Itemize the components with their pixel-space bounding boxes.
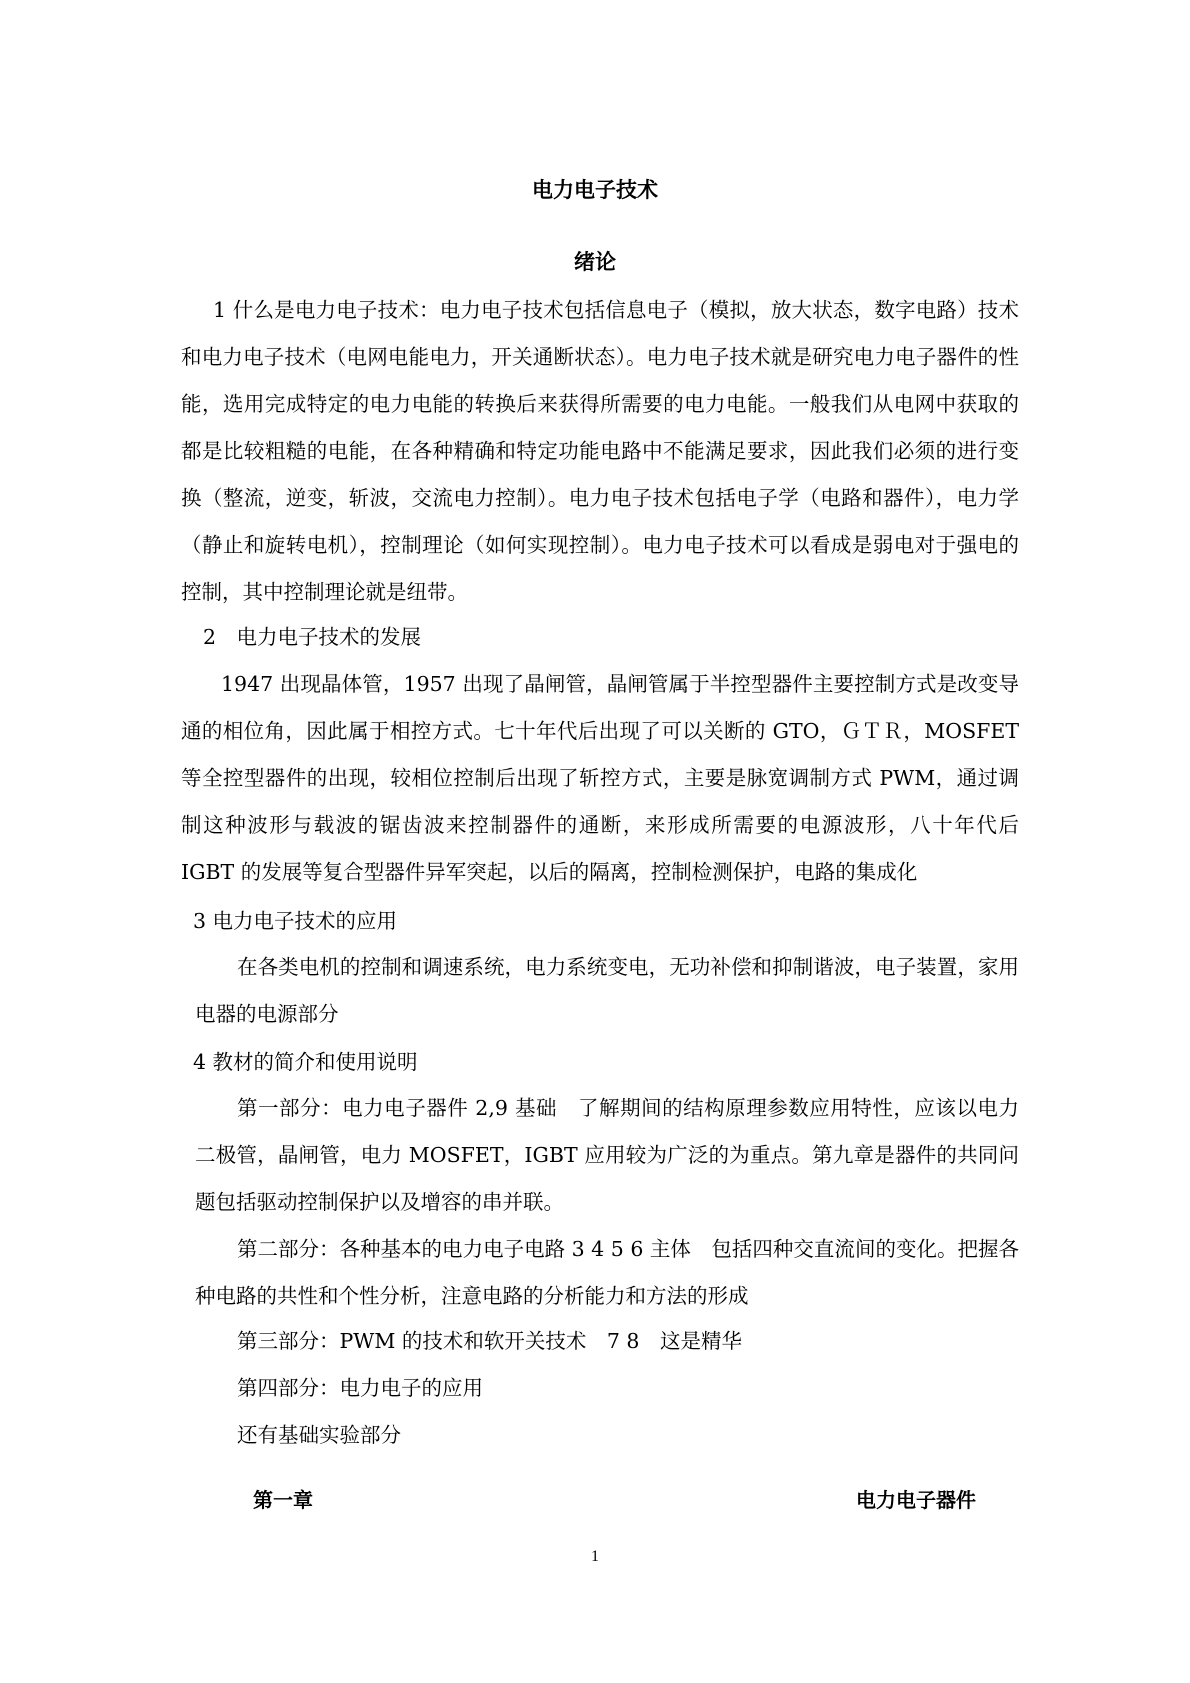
page-number: 1 [591, 1548, 599, 1565]
document-title: 电力电子技术 [532, 178, 658, 202]
paragraph-intro: 1 什么是电力电子技术：电力电子技术包括信息电子（模拟，放大状态，数字电路）技术和电力电子技术（电网电能电力，开关通断状态）。电力电子技术就是研究电力电子器件的性能，选用完成特定的电力电能的转换后来获得所需要的电力电能。一般我们从电网中获取的都是比较粗糙的电能，在各种精确和特定功能电路中不能满足要求，因此我们必须的进行变换（整流，逆变，斩波，交流电力控制）。电力电子技术包括电子学（电路和器件），电力学（静止和旋转电机），控制理论（如何实现控制）。电力电子技术可以看成是弱电对于强电的控制，其中控制理论就是纽带。 [181, 298, 1019, 604]
paragraph-development: 1947 出现晶体管，1957 出现了晶闸管，晶闸管属于半控型器件主要控制方式是改变导通的相位角，因此属于相控方式。七十年代后出现了可以关断的 GTO，ＧＴＲ，MOSFET 等全控型器件的出现，较相位控制后出现了斩控方式，主要是脉宽调制方式 PWM，通过调制这种波形与载波的锯齿波来控制器件的通断，来形成所需要的电源波形，八十年代后 IGBT 的发展等复合型器件异军突起，以后的隔离，控制检测保护，电路的集成化 [181, 672, 1019, 884]
paragraph-part-two: 第二部分：各种基本的电力电子电路 3 4 5 6 主体 包括四种交直流间的变化。把握各种电路的共性和个性分析，注意电路的分析能力和方法的形成 [195, 1237, 1019, 1308]
paragraph-part-four: 第四部分：电力电子的应用 [237, 1376, 483, 1400]
heading-application: 3 电力电子技术的应用 [193, 909, 398, 933]
chapter-name: 电力电子器件 [856, 1488, 976, 1512]
paragraph-part-three: 第三部分：PWM 的技术和软开关技术 7 8 这是精华 [237, 1329, 742, 1353]
chapter-number: 第一章 [253, 1488, 313, 1512]
paragraph-part-one: 第一部分：电力电子器件 2,9 基础 了解期间的结构原理参数应用特性，应该以电力二极管，晶闸管，电力 MOSFET，IGBT 应用较为广泛的为重点。第九章是器件的共同问题包括驱动控制保护以及增容的串并联。 [195, 1096, 1019, 1214]
section-title: 绪论 [574, 250, 616, 274]
paragraph-lab: 还有基础实验部分 [237, 1423, 401, 1447]
heading-textbook: 4 教材的简介和使用说明 [193, 1050, 418, 1074]
heading-development: 2 电力电子技术的发展 [203, 625, 422, 649]
paragraph-application: 在各类电机的控制和调速系统，电力系统变电，无功补偿和抑制谐波，电子装置，家用电器的电源部分 [195, 955, 1019, 1026]
